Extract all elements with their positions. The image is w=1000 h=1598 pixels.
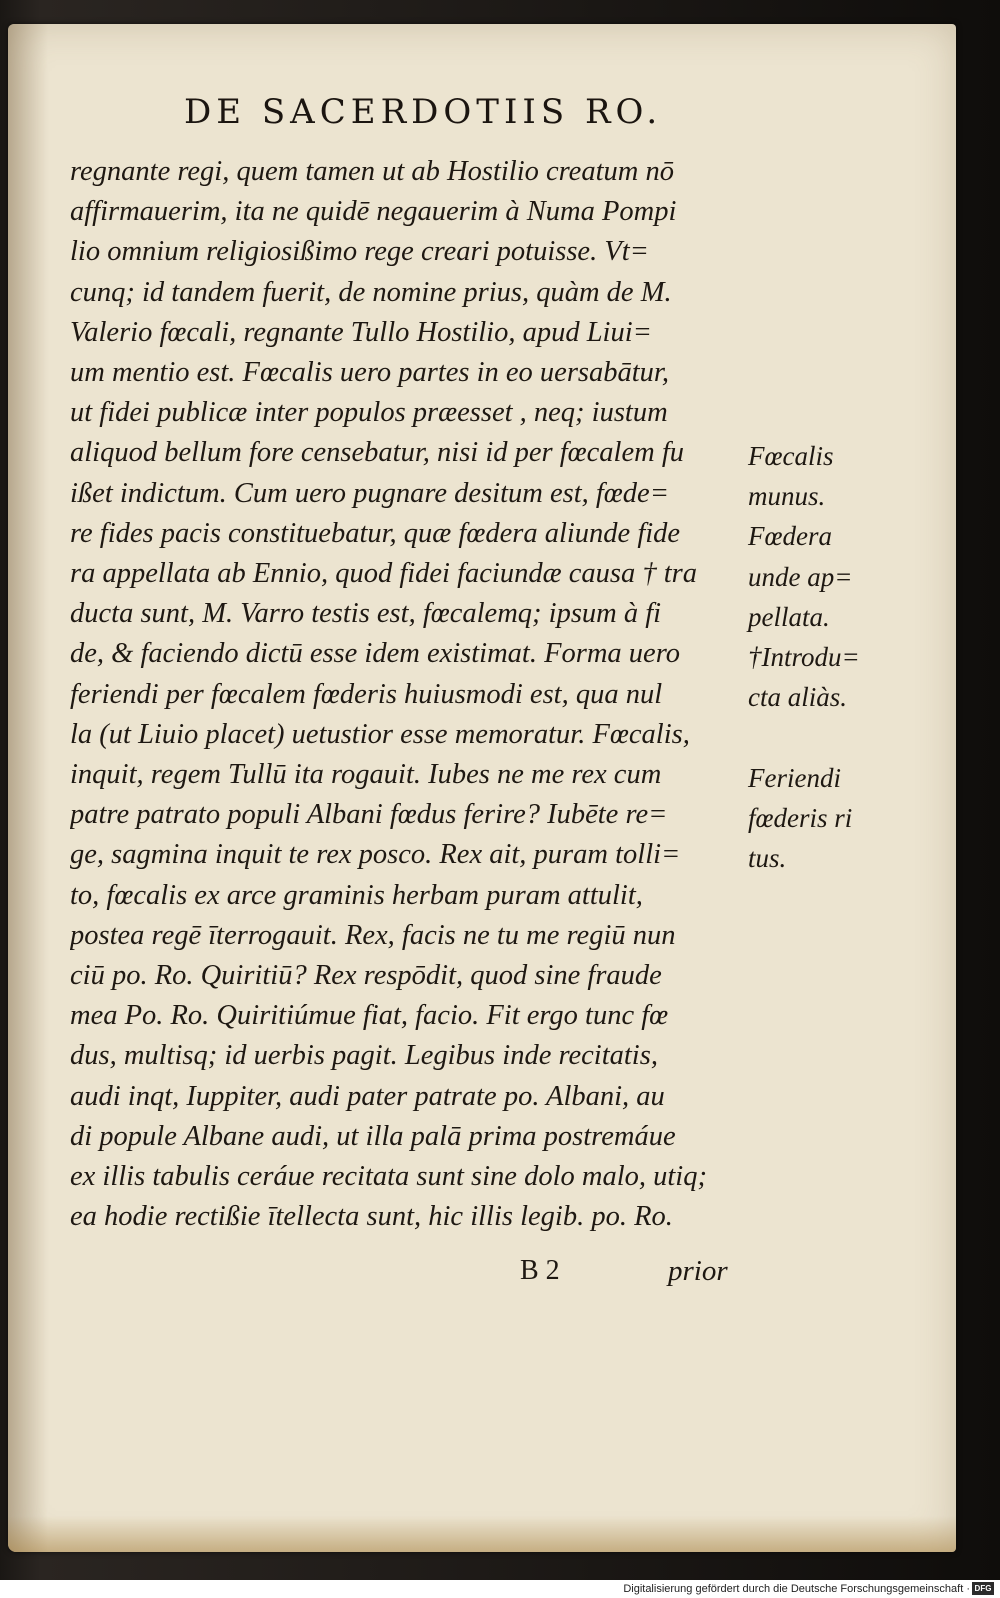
text-line: di popule Albane audi, ut illa palā prima postremáue	[70, 1120, 676, 1152]
text-line: ex illis tabulis ceráue recitata sunt sine dolo malo, utiq;	[70, 1161, 707, 1193]
text-line: patre patrato populi Albani fœdus ferire? Iubēte re=	[70, 799, 668, 831]
margin-note: munus.	[748, 481, 826, 512]
text-line: postea regē īterrogauit. Rex, facis ne tu me regiū nun	[70, 919, 676, 951]
margin-note: Fœcalis	[748, 441, 834, 471]
text-line: regnante regi, quem tamen ut ab Hostilio creatum nō	[70, 156, 674, 187]
margin-note: tus.	[748, 843, 787, 873]
margin-note: pellata.	[748, 601, 830, 632]
text-line: de, & faciendo dictū esse idem existimat. Forma uero	[70, 638, 680, 670]
running-head: DE SACERDOTIIS RO.	[184, 92, 663, 132]
margin-note: fœderis ri	[748, 802, 853, 833]
text-line: aliquod bellum fore censebatur, nisi id per fœcalem fu	[70, 437, 685, 469]
text-line: re fides pacis constituebatur, quæ fœdera aliunde fide	[70, 517, 681, 549]
margin-note: Fœdera	[748, 521, 832, 552]
text-line: ciū po. Ro. Quiritiū? Rex respōdit, quod sine fraude	[70, 960, 662, 992]
dfg-logo: DFG	[972, 1582, 994, 1595]
text-line: um mentio est. Fœcalis uero partes in eo uersabātur,	[70, 357, 669, 389]
body-text	[70, 152, 760, 1237]
text-line: cunq; id tandem fuerit, de nomine prius, quàm de M.	[70, 276, 672, 308]
page-edge-shadow	[8, 1516, 956, 1552]
text-line: mea Po. Ro. Quiritiúmue fiat, facio. Fit ergo tunc fœ	[70, 1000, 669, 1032]
text-line: Valerio fœcali, regnante Tullo Hostilio, apud Liui=	[70, 316, 652, 348]
margin-note: cta aliàs.	[748, 682, 847, 713]
text-line: to, fœcalis ex arce graminis herbam puram attulit,	[70, 879, 643, 911]
text-line: audi inqt, Iuppiter, audi pater patrate po. Albani, au	[70, 1080, 665, 1112]
text-line: ra appellata ab Ennio, quod fidei faciundæ causa † tra	[70, 558, 697, 590]
margin-note: unde ap=	[748, 561, 853, 592]
footer-credit: Digitalisierung gefördert durch die Deutsche Forschungsgemeinschaft ·	[623, 1583, 970, 1595]
text-line: ut fidei publicæ inter populos præesset , neq; iustum	[70, 397, 668, 429]
text-line: dus, multisq; id uerbis pagit. Legibus inde recitatis,	[70, 1040, 658, 1072]
signature-mark: B 2	[520, 1255, 560, 1286]
text-line: lio omnium religiosißimo rege creari potuisse. Vt=	[70, 236, 649, 268]
text-line: ea hodie rectißie ītellecta sunt, hic illis legib. po. Ro.	[70, 1201, 673, 1233]
text-line: ißet indictum. Cum uero pugnare desitum est, fœde=	[70, 477, 669, 509]
catchword: prior	[668, 1255, 728, 1287]
text-line: ge, sagmina inquit te rex posco. Rex ait, puram tolli=	[70, 839, 681, 871]
text-line: inquit, regem Tullū ita rogauit. Iubes ne me rex cum	[70, 759, 662, 791]
text-line: ducta sunt, M. Varro testis est, fœcalemq; ipsum à fi	[70, 598, 662, 630]
margin-note: †Introdu=	[748, 642, 860, 672]
text-line: affirmauerim, ita ne quidē negauerim à Numa Pompi	[70, 196, 677, 228]
text-line: la (ut Liuio placet) uetustior esse memoratur. Fœcalis,	[70, 718, 690, 750]
text-line: feriendi per fœcalem fœderis huiusmodi est, qua nul	[70, 678, 663, 710]
margin-note: Feriendi	[748, 762, 841, 793]
